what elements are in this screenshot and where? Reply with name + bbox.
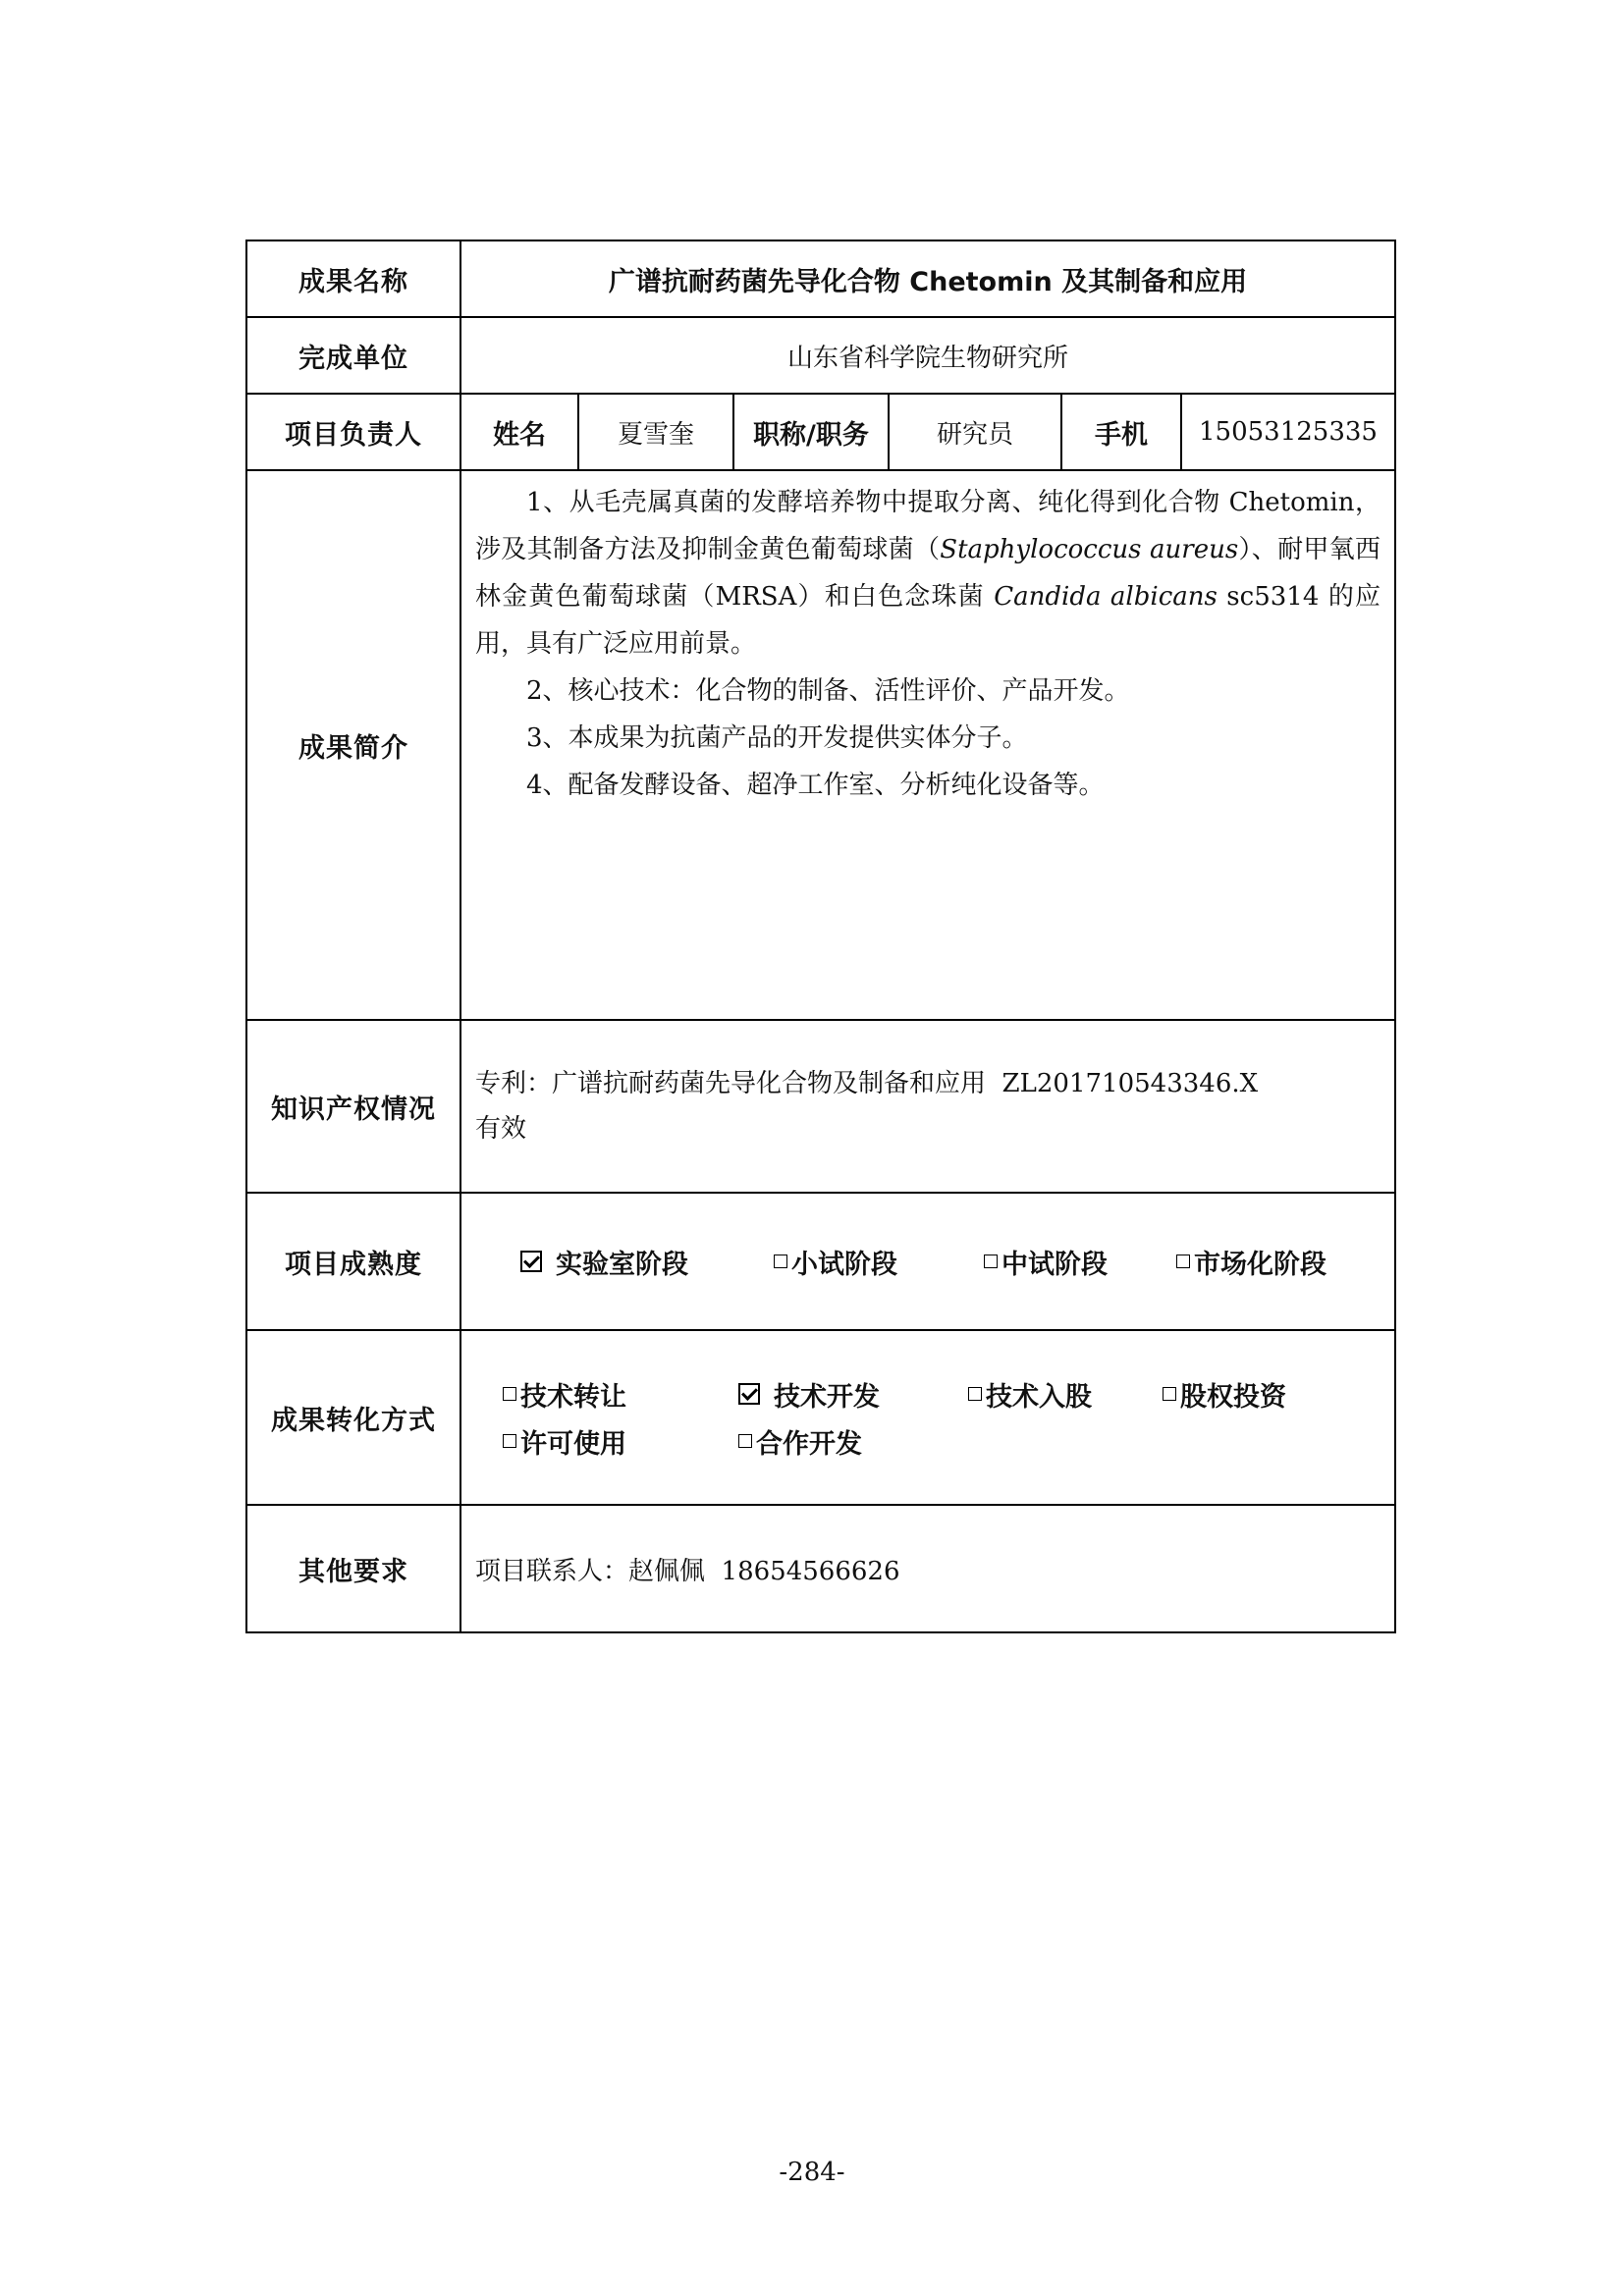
empty-box-icon [984,1255,998,1268]
empty-box-icon [738,1434,752,1448]
transfer-option-tech-equity[interactable] [968,1375,1163,1414]
transfer-option-cooperation[interactable] [738,1422,862,1461]
completing-unit-label: 完成单位 [246,317,460,394]
intro-p1-species-2: Candida albicans [994,582,1218,612]
maturity-option-lab-label: 实验室阶段 [556,1249,688,1280]
achievement-name-label: 成果名称 [246,240,460,317]
leader-title-value: 研究员 [888,395,1060,469]
intro-p1-text-a: 1、从毛壳属真菌的发酵培养物中提取分离、纯化得到化合物 Chetomin，涉及其制备方法及抑制金黄色葡萄球菌（ [475,488,1380,564]
row-achievement-name [246,240,1395,317]
other-requirements-value: 项目联系人：赵佩佩 18654566626 [460,1505,1395,1632]
page-number: -284- [779,2158,845,2187]
leader-name-key: 姓名 [493,419,546,451]
leader-phone-value: 15053125335 [1180,395,1394,469]
empty-box-icon [774,1255,787,1268]
intellectual-property-content [460,1020,1395,1193]
maturity-option-pilot-small-label: 小试阶段 [791,1249,897,1280]
transfer-option-tech-dev[interactable] [738,1375,968,1414]
transfer-method-options [460,1330,1395,1505]
transfer-option-tech-equity-label: 技术入股 [986,1381,1092,1413]
achievement-info-table [245,240,1396,1633]
leader-name-value: 夏雪奎 [577,395,732,469]
intro-p1-text-c: sc5314 的应用，具有广泛应用前景。 [475,582,1380,659]
transfer-option-cooperation-label: 合作开发 [756,1428,862,1460]
transfer-option-license-label: 许可使用 [520,1428,626,1460]
transfer-option-tech-dev-label: 技术开发 [774,1381,880,1413]
intro-paragraph-2: 2、核心技术：化合物的制备、活性评价、产品开发。 [526,676,1130,706]
maturity-option-pilot-mid-label: 中试阶段 [1001,1249,1108,1280]
row-achievement-intro [246,470,1395,1020]
ip-patent-line: 专利：广谱抗耐药菌先导化合物及制备和应用 ZL201710543346.X [475,1069,1259,1098]
completing-unit-value: 山东省科学院生物研究所 [460,317,1395,394]
maturity-option-market[interactable] [1176,1243,1326,1281]
row-project-maturity [246,1193,1395,1330]
intro-p1-species-1: Staphylococcus aureus [940,535,1239,564]
transfer-option-equity-invest[interactable] [1163,1375,1286,1414]
achievement-intro-label: 成果简介 [246,470,460,1020]
row-completing-unit [246,317,1395,394]
leader-phone-key: 手机 [1060,395,1180,469]
project-leader-label: 项目负责人 [246,394,460,470]
intro-paragraph-3: 3、本成果为抗菌产品的开发提供实体分子。 [526,723,1028,753]
intro-p1-text-b: ）、耐甲氧西林金黄色葡萄球菌（MRSA）和白色念珠菌 [475,535,1380,612]
intellectual-property-label: 知识产权情况 [246,1020,460,1193]
achievement-name-value: 广谱抗耐药菌先导化合物 Chetomin 及其制备和应用 [460,240,1395,317]
other-requirements-label: 其他要求 [246,1505,460,1632]
intro-paragraph-1 [475,479,1380,667]
row-project-leader [246,394,1395,470]
maturity-option-pilot-small[interactable] [774,1243,984,1281]
maturity-option-lab[interactable] [520,1243,774,1281]
achievement-intro-content [460,470,1395,1020]
checked-box-icon [738,1383,760,1405]
empty-box-icon [503,1387,516,1401]
empty-box-icon [1163,1387,1176,1401]
maturity-option-market-label: 市场化阶段 [1194,1249,1326,1280]
ip-status-line: 有效 [475,1114,527,1144]
project-leader-details [460,394,1395,470]
transfer-option-license[interactable] [503,1422,738,1461]
intro-paragraph-4: 4、配备发酵设备、超净工作室、分析纯化设备等。 [526,771,1105,800]
maturity-option-pilot-mid[interactable] [984,1243,1176,1281]
transfer-method-label: 成果转化方式 [246,1330,460,1505]
project-maturity-options [460,1193,1395,1330]
transfer-option-tech-transfer[interactable] [503,1375,738,1414]
transfer-option-equity-invest-label: 股权投资 [1180,1381,1286,1413]
leader-title-key: 职称/职务 [732,395,888,469]
checked-box-icon [520,1251,542,1272]
row-transfer-method [246,1330,1395,1505]
empty-box-icon [503,1434,516,1448]
empty-box-icon [1176,1255,1190,1268]
row-intellectual-property [246,1020,1395,1193]
row-other-requirements [246,1505,1395,1632]
transfer-option-tech-transfer-label: 技术转让 [520,1381,626,1413]
empty-box-icon [968,1387,982,1401]
project-maturity-label: 项目成熟度 [246,1193,460,1330]
